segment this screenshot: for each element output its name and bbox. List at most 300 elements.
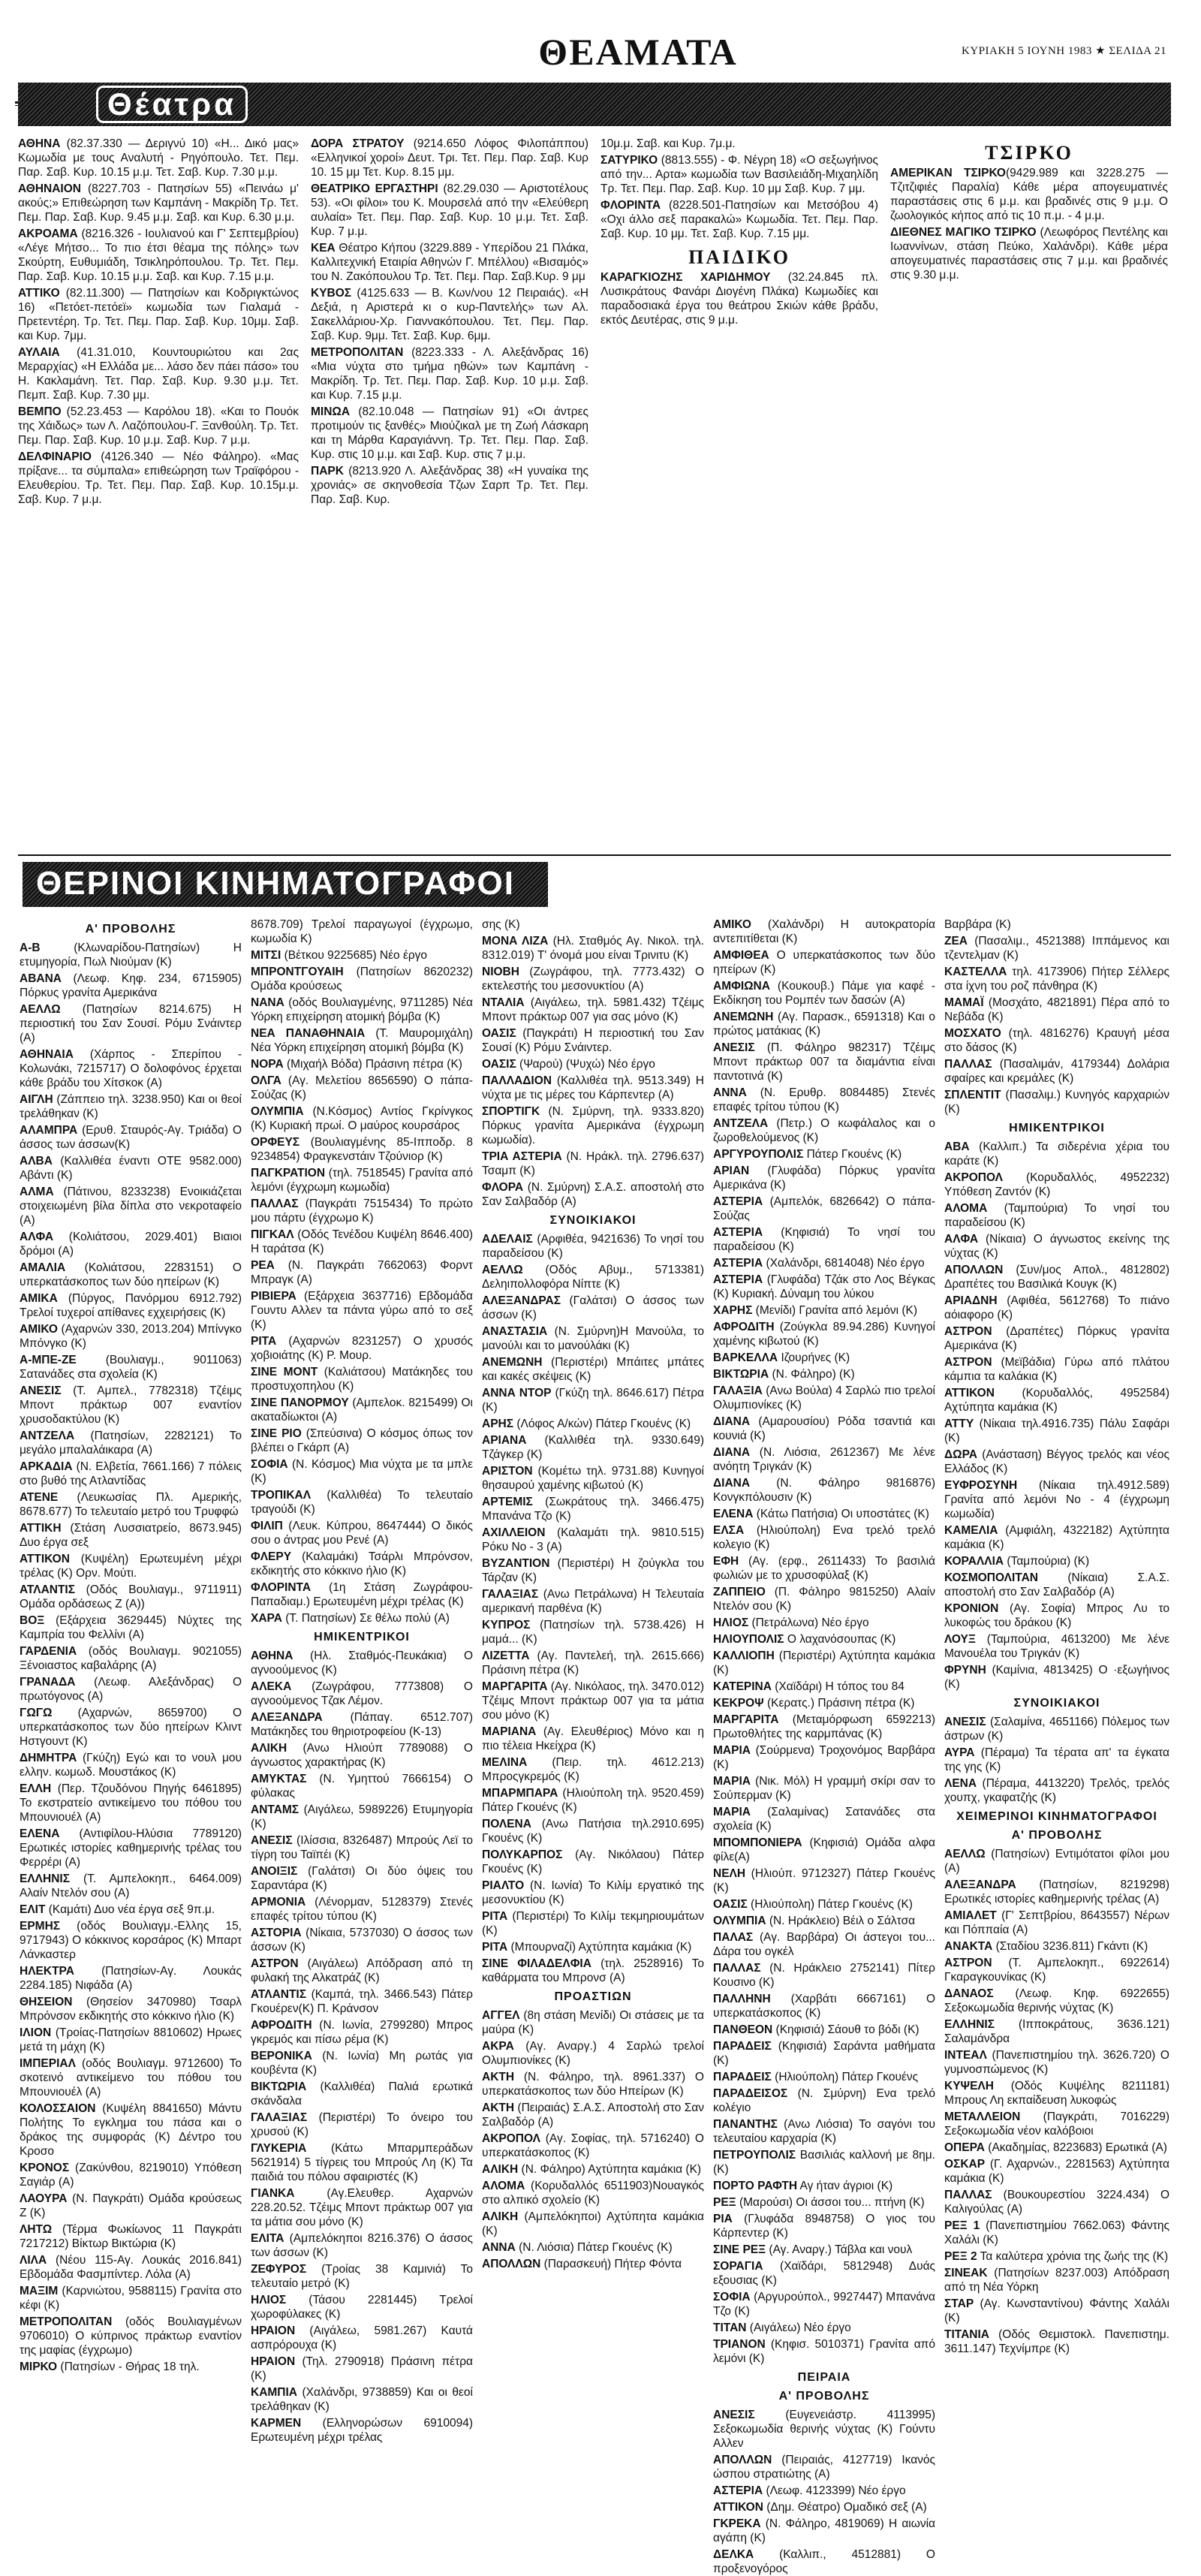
listing-entry	[713, 1351, 935, 1365]
venue-details: (52.23.453 — Καρόλου 18). «Και το Πουόκ της Χάιδως» των Λ. Λαζόπουλου-Γ. Ξανθούλη. Τρ. Τετ. Πεμ. Παρ. Σαβ. Κυρ. 10 μ.μ. Σαβ. Κυρ. 7 μ.μ.	[18, 405, 299, 447]
listing-entry	[20, 972, 242, 1000]
listing-entry	[482, 1355, 704, 1384]
venue-details: (Λεωφ. Κηφ. 234, 6715905) Πόρκυς γρανίτα Αμερικάνα	[20, 972, 242, 999]
listing-entry	[482, 1057, 704, 1071]
venue-name: ΑΝΤΑΜΣ	[251, 1803, 299, 1816]
venue-details: Ο υπερκατάσκοπος των δύο ηπείρων (Κ)	[713, 949, 935, 976]
section-heading: ΧΕΙΜΕΡΙΝΟΙ ΚΙΝΗΜΑΤΟΓΡΑΦΟΙ	[956, 1810, 1157, 1823]
listing-entry	[251, 1104, 473, 1133]
listing-entry	[20, 1782, 242, 1824]
venue-details: (Αιγάλεω) Απόδραση από τη φυλακή της Αλκατράζ (Κ)	[251, 1957, 473, 1984]
venue-name: ΘΕΑΤΡΙΚΟ ΕΡΓΑΣΤΗΡΙ	[311, 182, 438, 195]
listing-entry	[18, 137, 299, 179]
listing-entry	[482, 1464, 704, 1493]
listing-entry	[311, 286, 588, 343]
venue-details: (9214.650 Λόφος Φιλοπάππου) «Ελληνικοί χοροί» Δευτ. Τρι. Τετ. Πεμ. Παρ. Σαβ. Κυρ 10. 15 μμ Τετ. Κυρ. 8.15 μμ.	[311, 137, 588, 179]
venue-details: (Αρφιθέα, 9421636) Το νησί του παραδείσου (Κ)	[482, 1233, 704, 1260]
listing-entry	[944, 1448, 1169, 1476]
listing-entry	[713, 1086, 935, 1114]
venue-name: ΣΟΡΑΓΙΑ	[713, 2260, 763, 2273]
venue-name: ΑΝΕΣΙΣ	[20, 1384, 62, 1397]
venue-name: ΣΑΤΥΡΙΚΟ	[600, 154, 658, 167]
venue-details: (Ευγενειάστρ. 4113995) Σεξοκωμωδία θερινής νύχτας (Κ) Γούντυ Αλλεν	[713, 2409, 935, 2450]
venue-name: ΒΕΜΠΟ	[18, 405, 62, 418]
listing-entry	[482, 965, 704, 993]
listing-entry	[482, 1556, 704, 1585]
venue-name: ΚΑΛΛΙΟΠΗ	[713, 1650, 775, 1662]
venue-name: ΣΙΝΕ ΜΟΝΤ	[251, 1366, 318, 1378]
venue-details: (οδός Βουλιαγμ. 9712600) Το σκοτεινό αντικείμενο του πόθου του Μπουνιουέλ (Α)	[20, 2057, 242, 2098]
listing-entry	[713, 1116, 935, 1145]
listing-entry	[18, 405, 299, 447]
listing-entry	[251, 1957, 473, 1985]
venue-name: ΚΟΛΟΣΣΑΙΟΝ	[20, 2102, 96, 2115]
venue-details: (Κομέτω τηλ. 9731.88) Κυνηγοί θησαυρού χαμένης κιβωτού (Κ)	[482, 1465, 704, 1492]
venue-name: Α-Β	[20, 942, 41, 954]
venue-details: (Ανω Ηλιούπ 7789088) Ο άγνωστος χαρακτήρας (Κ)	[251, 1742, 473, 1769]
venue-name: ΝΙΟΒΗ	[482, 966, 519, 978]
venue-details: (Ηλιούπολη τηλ. 9520.459) Πάτερ Γκουένς (Κ)	[482, 1787, 704, 1814]
venue-details: (Καλιάτσου) Ματάκηδες του προστυχοπηλου (Κ)	[251, 1366, 473, 1393]
venue-name: ΑΡΚΑΔΙΑ	[20, 1460, 73, 1473]
listing-entry	[713, 2517, 935, 2545]
venue-name: ΤΡΙΑΝΟΝ	[713, 2338, 766, 2351]
listing-entry	[713, 1897, 935, 1912]
theatre-column-3	[600, 137, 878, 850]
listing-entry	[482, 1149, 704, 1178]
section-heading: ΣΥΝΟΙΚΙΑΚΟΙ	[549, 1214, 637, 1227]
venue-details: (Αιγάλεω, 5981.267) Καυτά ασπρόρουχα (Κ)	[251, 2324, 473, 2352]
venue-details: (Ηλιούπολη) Πάτερ Γκουένς (Κ)	[747, 1898, 913, 1911]
venue-details: (Ν. Φάληρο, 4819069) Η αιωνία αγάπη (Κ)	[713, 2517, 935, 2544]
venue-details: Τα καλύτερα χρόνια της ζωής της (Κ)	[977, 2250, 1169, 2263]
section-divider	[18, 854, 1171, 856]
listing-entry	[20, 1521, 242, 1550]
venue-name: ΑΜΙΚΟ	[713, 918, 751, 931]
venue-details: (Λόφος Α/κών) Πάτερ Γκουένς (Κ)	[513, 1418, 691, 1430]
venue-name: ΚΑΜΕΛΙΑ	[944, 1524, 998, 1537]
listing-entry	[482, 1526, 704, 1554]
listing-entry	[482, 1618, 704, 1647]
venue-details: (Πάτινου, 8233238) Ενοικιάζεται στοιχειωμένη βίλα δίπλα στο νεκροταφείο (Α)	[20, 1186, 242, 1227]
venue-name: ΑΡΙΑΝΑ	[482, 1434, 527, 1447]
venue-name: ΑΡΓΥΡΟΥΠΟΛΙΣ	[713, 1148, 804, 1161]
listing-entry	[251, 1550, 473, 1578]
venue-name: ΜΕΤΑΛΛΕΙΟΝ	[944, 2111, 1021, 2123]
venue-details: (Ν. Παγκράτι) Ομάδα κρούσεως Ζ (Κ)	[20, 2192, 242, 2219]
venue-details: (Αγ. Παρασκ., 6591318) Και ο πρώτος ματάκιας (Κ)	[713, 1011, 935, 1038]
section-heading: ΣΥΝΟΙΚΙΑΚΟΙ	[1013, 1697, 1100, 1710]
venue-details: (Ν. Ελβετία, 7661.166) 7 πόλεις στο βυθό της Ατλαντίδας	[20, 1460, 242, 1487]
venue-name: ΚΑΣΤΕΛΛΑ	[944, 966, 1007, 978]
venue-name: ΠΑΓΚΡΑΤΙΟΝ	[251, 1167, 326, 1180]
venue-details: (Αχαρνών 330, 2013.204) Μπίνγκο Μπόνγκο (Κ)	[20, 1323, 242, 1350]
venue-name: ΠΑΝΑΝΤΗΣ	[713, 2118, 778, 2131]
listing-entry	[20, 1644, 242, 1673]
venue-name: ΣΠΟΡΤΙΓΚ	[482, 1105, 540, 1118]
listing-entry	[20, 1291, 242, 1320]
venue-details: (Αχαρνών, 8659700) Ο υπερκατάσκοπος των δύο ηπείρων Κλιντ Ηστγουντ (Κ)	[20, 1707, 242, 1748]
venue-details: (Ν. Ιωνία) Το Κιλίμ εργατικό της μεσονυκτίου (Κ)	[482, 1879, 704, 1906]
listing-entry	[944, 1987, 1169, 2015]
venue-name: ΑΣΤΕΡΙΑ	[713, 1226, 763, 1239]
venue-details: Θέατρο Κήπου (3229.889 - Υπερίδου 21 Πλάκα, Καλλιτεχνική Εταιρία Αθηνών Γ. Μπέλλου) «Βισαμός» του Ν. Ζακόπουλου Τρ. Τετ. Πεμ. Παρ. Σαβ.Κυρ. 9 μμ	[311, 242, 588, 283]
venue-name: ΛΕΝΑ	[944, 1777, 977, 1790]
venue-details: (Αφιθέα, 5612768) Το πιάνο αόιαφορο (Κ)	[944, 1294, 1169, 1321]
venue-details: (Καλλιθέα) Παλιά ερωτικά σκάνδαλα	[251, 2080, 473, 2107]
listing-entry	[713, 1930, 935, 1959]
venue-details: (Πατησίων 8620232) Ομάδα κρούσεως	[251, 966, 473, 993]
listing-entry	[251, 2355, 473, 2383]
venue-name: ΜΑΡΓΑΡΙΤΑ	[482, 1680, 548, 1693]
listing-entry	[944, 1663, 1169, 1692]
venue-details: (Πέραμα) Τα τέρατα απ' τα έγκατα της γης (Κ)	[944, 1746, 1169, 1773]
venue-name: ΣΙΝΕ ΡΙΟ	[251, 1427, 302, 1440]
venue-details: (Πειραιάς, 4127719) Ικανός ώσπου στρατιώτης (Α)	[713, 2454, 935, 2481]
listing-entry	[311, 137, 588, 179]
venue-name: ΑΜΥΚΤΑΣ	[251, 1773, 307, 1785]
venue-name: ΑΛΕΚΑ	[251, 1680, 292, 1693]
venue-details: (Πατησίων - Θήρας 18 τηλ.	[57, 2361, 200, 2373]
venue-name: ΓΑΛΑΞΙΑ	[713, 1384, 763, 1397]
venue-name: ΚΑΡΜΕΝ	[251, 2417, 302, 2430]
venue-details: (Ηλ. Σταθμός-Πευκάκια) Ο αγνοούμενος (Κ)	[251, 1650, 473, 1677]
venue-details: (Στάση Λυσσιατρείο, 8673.945) Δυο έργα σεξ	[20, 1522, 242, 1549]
venue-details: (Εξάρχεια 3629445) Νύχτες της Καμπρία του Φελλίνι (Α)	[20, 1614, 242, 1641]
venue-details: (Γκύζη τηλ. 8646.617) Πέτρα (Κ)	[482, 1387, 704, 1414]
venue-name: ΑΡΙΑΔΝΗ	[944, 1294, 998, 1307]
venue-details: (Ταμπούρια) Το νησί του παραδείσου (Κ)	[944, 1202, 1169, 1229]
venue-details: 10μ.μ. Σαβ. και Κυρ. 7μ.μ.	[600, 137, 736, 150]
listing-entry	[713, 1866, 935, 1895]
venue-name: ΠΑΛΛΗΝΗ	[713, 1993, 771, 2005]
venue-details: (Αγ.Ελευθερ. Αχαρνών 228.20.52. Τζέιμς Μποντ πράκτωρ 007 για τα μάτια σου μόνο (Κ)	[251, 2187, 473, 2228]
listing-entry	[482, 1294, 704, 1322]
venue-name: ΑΝΕΜΩΝΗ	[482, 1356, 543, 1369]
venue-name: ΑΠΟΛΛΩΝ	[482, 2258, 541, 2270]
listing-entry	[20, 1230, 242, 1258]
venue-name: ΑΠΟΛΛΩΝ	[713, 2454, 772, 2466]
venue-name: ΔΙΑΝΑ	[713, 1415, 751, 1428]
venue-details: (Σούρμενα) Τροχονόμος Βαρβάρα (Κ)	[713, 1744, 935, 1771]
venue-details: (Πειρ. τηλ. 4612.213) Μπροςγκρεμός (Κ)	[482, 1756, 704, 1783]
venue-name: ΚΥΠΡΟΣ	[482, 1619, 531, 1631]
venue-name: ΡΕΞ 2	[944, 2250, 977, 2263]
venue-name: ΑΘΗΝΑΙΑ	[20, 1048, 74, 1061]
listing-entry	[251, 2080, 473, 2108]
venue-name: ΝΑΝΑ	[251, 996, 284, 1009]
venue-details: (Ζάππειο τηλ. 3238.950) Και οι θεοί τρελάθηκαν (Κ)	[20, 1093, 242, 1120]
venue-name: ΟΛΓΑ	[251, 1074, 281, 1087]
venue-name: ΕΛΣΑ	[713, 1524, 745, 1537]
venue-name: ΟΛΥΜΠΙΑ	[251, 1105, 304, 1118]
listing-entry	[20, 2284, 242, 2312]
listing-entry	[251, 1228, 473, 1256]
venue-details: (Τροίας 38 Καμινιά) Το τελευταίο μετρό (Κ)	[251, 2263, 473, 2290]
venue-name: ΓΚΡΕΚΑ	[713, 2517, 761, 2530]
listing-entry	[944, 1776, 1169, 1805]
venue-name: ΚΑΡΑΓΚΙΟΖΗΣ ΧΑΡΙΔΗΜΟΥ	[600, 271, 771, 284]
listing-entry	[713, 2195, 935, 2210]
venue-details: (Πύργος, Πανόρμου 6912.792) Τρελοί τυχεροί απίθανες εχχειρήσεις (Κ)	[20, 1292, 242, 1319]
venue-details: (Πανεπιστημίου 7662.063) Φάντης Χαλάλι (Κ)	[944, 2219, 1169, 2246]
venue-details: (Οδός Αβυμ., 5713381) Δεληιπολλοφόρα Νίπτε (Κ)	[482, 1264, 704, 1291]
venue-name: ΠΑΛΛΑΣ	[944, 2189, 992, 2201]
listing-entry	[251, 1396, 473, 1424]
listing-entry	[251, 1258, 473, 1287]
listing-entry	[600, 198, 878, 241]
venue-details: (Ν. Ιωνία) Μη ρωτάς για κουβέντα (Κ)	[251, 2050, 473, 2077]
venue-name: ΔΟΡΑ ΣΤΡΑΤΟΥ	[311, 137, 405, 150]
venue-details: (Κολιάτσου, 2029.401) Βιαιοι δρόμοι (Α)	[20, 1231, 242, 1258]
venue-name: ΑΝΝΑ	[482, 2241, 516, 2254]
listing-entry	[482, 1786, 704, 1815]
venue-name: ΝΟΡΑ	[251, 1058, 284, 1071]
venue-details: (Αγ. Μελετίου 8656590) Ο πάπα-Σούζας (Κ)	[251, 1074, 473, 1101]
venue-name: ΕΛΕΝΑ	[20, 1827, 60, 1840]
section-title: ΘΕΑΜΑΤΑ	[538, 31, 738, 73]
venue-details: (Περιστέρι) Το Κιλίμ τεκμηριουμάτων (Κ)	[482, 1910, 704, 1937]
venue-details: (Σαλαμίνας) Σατανάδες στα σχολεία (Κ)	[713, 1806, 935, 1833]
venue-details: (Βουκουρεστίου 3224.434) Ο Καλιγούλας (Α)	[944, 2189, 1169, 2216]
listing-entry	[20, 1995, 242, 2023]
venue-details: (Ανω Πετράλωνα) Η Τελευταία αμερικανή παρθένα (Κ)	[482, 1588, 704, 1615]
listing-entry	[713, 1836, 935, 1864]
venue-name: ΣΙΝΕ ΦΙΛΑΔΕΛΦΙΑ	[482, 1957, 591, 1970]
venue-details: (8216.326 - Ιουλιανού και Γ' Σεπτεμβρίου) «Λέγε Μήτσο... Το πιο έτσι θέαμα της πόλης» των Σκούρτη, Ευθυμιάδη, Τσικληρόπουλου. Τρ. Τετ. Πεμ. Παρ. Σαβ. Κυρ. 10.15 μ.μ. Σαβ. και Κυρ. 7.15 μ.μ.	[18, 227, 299, 283]
listing-entry	[944, 1263, 1169, 1291]
venue-name: ΝΕΑ ΠΑΝΑΘΗΝΑΙΑ	[251, 1027, 366, 1040]
venue-details: (οδός Βουλιαγμ.-Ελλης 15, 9717943) Ο κόκκινος κορσάρος (Κ) Μπαρτ Λάνκαστερ	[20, 1920, 242, 1961]
listing-entry	[713, 1696, 935, 1710]
venue-name: ΦΛΟΡΙΝΤΑ	[600, 199, 661, 212]
listing-entry	[944, 2188, 1169, 2216]
section-heading: ΗΜΙΚΕΝΤΡΙΚΟΙ	[314, 1631, 410, 1644]
venue-name: ΑΕΛΛΩ	[20, 1003, 61, 1016]
venue-details: (Ηλιούπολη) Πάτερ Γκουένς	[771, 2071, 919, 2083]
listing-entry	[20, 2360, 242, 2374]
listing-entry	[251, 1457, 473, 1486]
venue-details: (Πατησίων τηλ. 5738.426) Η μαμά... (Κ)	[482, 1619, 704, 1646]
venue-name: ΠΟΛΥΚΑΡΠΟΣ	[482, 1848, 563, 1861]
listing-entry	[251, 1611, 473, 1625]
listing-entry	[944, 1201, 1169, 1230]
listing-entry	[482, 1755, 704, 1784]
venue-name: ΙΝΤΕΑΛ	[944, 2049, 987, 2062]
listing-entry	[482, 2039, 704, 2068]
venue-details: (Μοσχάτο, 4821891) Πέρα από το Νεβάδα (Κ)	[944, 996, 1169, 1023]
venue-name: ΘΗΣΕΙΟΝ	[20, 1996, 73, 2008]
venue-name: ΜΠΟΜΠΟΝΙΕΡΑ	[713, 1836, 802, 1849]
venue-details: (Αχαρνών 8231257) Ο χρυσός χοβιοιάτης (Κ) Ρ. Μουρ.	[251, 1335, 473, 1362]
listing-entry	[20, 1353, 242, 1381]
venue-details: (Πατησίων) Εντιμότατοι φίλοι μου (Α)	[944, 1848, 1169, 1875]
listing-entry	[251, 1135, 473, 1164]
venue-name: ΡΙΤΑ	[482, 1910, 508, 1923]
venue-details: (Ν. Φάληρο) (Κ)	[769, 1368, 855, 1381]
venue-name: ΜΕΤΡΟΠΟΛΙΤΑΝ	[20, 2315, 113, 2328]
listing-entry	[713, 2243, 935, 2257]
venue-details: (Λεωφ. Αλεξάνδρας) Ο πρωτόγονος (Α)	[20, 1676, 242, 1703]
listing-entry	[20, 1429, 242, 1457]
venue-name: ΡΕΑ	[251, 1259, 275, 1272]
venue-details: (Συν/μος Απολ., 4812802) Δραπέτες του Βασιλικά Κουγκ (Κ)	[944, 1264, 1169, 1291]
listing-entry	[251, 1926, 473, 1954]
listing-entry	[251, 1649, 473, 1677]
listing-entry	[482, 2101, 704, 2129]
venue-name: ΝΤΑΛΙΑ	[482, 996, 525, 1009]
venue-name: ΦΡΥΝΗ	[944, 1664, 986, 1677]
venue-details: Βαρβάρα (Κ)	[944, 918, 1011, 931]
listing-entry	[20, 1552, 242, 1580]
listing-entry	[251, 1289, 473, 1332]
venue-name: ΗΛΙΟΥΠΟΛΙΣ	[713, 1633, 784, 1646]
venue-details: (Καλλιπ., 4512881) Ο προξενογόρος	[713, 2548, 935, 2575]
venue-name: ΑΥΛΑΙΑ	[18, 346, 60, 359]
venue-details: (Καμπά, τηλ. 3466.543) Πάτερ Γκουέρεν(Κ) Π. Κράνσον	[251, 1988, 473, 2015]
listing-entry	[482, 2210, 704, 2238]
venue-name: ΤΡΟΠΙΚΑΛ	[251, 1489, 312, 1502]
venue-details: (τηλ. 4816276) Κραυγή μέσα στο δάσος (Κ)	[944, 1027, 1169, 1054]
venue-details: (Πασαλιμ.) Κυνηγός καρχαριών (Κ)	[944, 1089, 1169, 1116]
venue-name: ΓΡΑΝΑΔΑ	[20, 1676, 76, 1689]
listing-entry	[20, 2222, 242, 2251]
venue-details: (Ν.Κόσμος) Αντίος Γκρίνγκος (Κ) Κυριακή πρωί. Ο μαύρος κουρσάρος	[251, 1105, 473, 1132]
venue-name: ΑΝΕΣΙΣ	[713, 1041, 755, 1054]
venue-name: ΠΑΛΑΣ	[713, 1931, 754, 1944]
listing-entry	[713, 2039, 935, 2068]
venue-details: (Αγ. Νικόλαος, τηλ. 3470.012) Τζέιμς Μποντ πράκτωρ 007 για τα μάτια σου μόνο (Κ)	[482, 1680, 704, 1722]
listing-entry	[944, 2157, 1169, 2186]
listing-entry	[482, 1417, 704, 1431]
venue-name: ΑΝΝΑ ΝΤΟΡ	[482, 1387, 552, 1399]
venue-details: (Πέραμα, 4413220) Τρελός, τρελός χουπχ, γκαφατζής (Κ)	[944, 1777, 1169, 1804]
listing-entry	[251, 917, 473, 946]
venue-details: (Πατησίων, 8219298) Ερωτικές ιστορίες καθημερινής τρέλας (Α)	[944, 1879, 1169, 1906]
venue-name: ΡΙΒΙΕΡΑ	[251, 1290, 296, 1303]
venue-details: (Αμφιάλη, 4322182) Αχτύπητα καμάκια (Κ)	[944, 1524, 1169, 1551]
venue-details: (Αγ. Αναργ.) Τάβλα και νουλ	[766, 2243, 913, 2256]
venue-details: (Παγκράτι 7515434) Το πρώτο μου πάρτυ (έγχρωμο Κ)	[251, 1198, 473, 1225]
listing-entry	[20, 1583, 242, 1611]
listing-entry	[20, 2253, 242, 2282]
venue-details: (Τροίας-Πατησίων 8810602) Ηρωες μετά τη μάχη (Κ)	[20, 2026, 242, 2053]
venue-details: (Παρασκευή) Πήτερ Φόντα	[540, 2258, 682, 2270]
listing-entry	[251, 1166, 473, 1195]
venue-details: (Κορυδαλλός 6511903)Νουαγκός στο αλπικό σχολείο (Κ)	[482, 2180, 704, 2207]
venue-name: ΑΛΟΜΑ	[944, 1202, 988, 1215]
listing-entry	[944, 2141, 1169, 2155]
listing-entry	[251, 1334, 473, 1363]
venue-name: ΑΤΛΑΝΤΙΣ	[20, 1583, 76, 1596]
listing-entry	[713, 2070, 935, 2084]
venue-name: ΑΝΑΚΤΑ	[944, 1940, 993, 1953]
listing-entry	[311, 345, 588, 402]
listing-entry	[713, 2023, 935, 2037]
listing-entry	[713, 1010, 935, 1038]
venue-details: (Αιγάλεω, τηλ. 5981.432) Τζέιμς Μποντ πράκτωρ 007 για σας μόνο (Κ)	[482, 996, 704, 1023]
venue-details: (Καλαμάτι τηλ. 9810.515) Ρόκυ Νο - 3 (Α)	[482, 1526, 704, 1553]
listing-entry	[251, 2293, 473, 2321]
venue-name: ΑΚΤΗ	[482, 2071, 515, 2083]
listing-entry	[482, 996, 704, 1024]
venue-name: ΡΙΤΑ	[482, 1941, 508, 1954]
venue-name: ΑΣΤΕΡΙΑ	[713, 1195, 763, 1208]
section-heading: Α' ΠΡΟΒΟΛΗΣ	[1011, 1829, 1103, 1842]
venue-name: ΠΑΛΛΑΣ	[713, 1962, 761, 1975]
cinema-column-5	[944, 917, 1169, 2355]
venue-details: (Πετράλωνα) Νέο έργο	[748, 1616, 869, 1629]
venue-name: ΑΕΛΛΩ	[482, 1264, 523, 1276]
listing-entry	[713, 1805, 935, 1833]
venue-details: (Λένορμαν, 5128379) Στενές επαφές τρίτου τύπου (Κ)	[251, 1896, 473, 1923]
venue-name: ΜΠΡΟΝΤΓΟΥΑΙΗ	[251, 966, 344, 978]
listing-entry	[713, 2547, 935, 2576]
listing-entry	[713, 2212, 935, 2240]
venue-details: (Πάπαγ. 6512.707) Ματάκηδες του θηριοτροφείου (Κ-13)	[251, 1711, 473, 1738]
venue-details: (Ταμπούρια, 4613200) Με λένε Μανουέλα του Τριγκάν (Κ)	[944, 1633, 1169, 1660]
venue-name: ΑΡΙΣΤΟΝ	[482, 1465, 533, 1478]
listing-entry	[20, 1490, 242, 1519]
venue-details: (Χαλάνδρι) Η αυτοκρατορία αντεπιτίθεται (Κ)	[713, 918, 935, 945]
listing-entry	[713, 2500, 935, 2514]
venue-name: ΔΑΝΑΟΣ	[944, 1987, 994, 2000]
listing-entry	[482, 2240, 704, 2255]
venue-name: ΓΙΑΝΚΑ	[251, 2187, 295, 2200]
venue-details: (Πατησίων, 2282121) Το μεγάλο μπαλαλάικαρα (Α)	[20, 1430, 242, 1457]
venue-details: (Βουλιαγμ., 9011063) Σατανάδες στα σχολεία (Κ)	[20, 1354, 242, 1381]
listing-entry	[251, 1197, 473, 1225]
venue-details: (Κολιάτσου, 2283151) Ο υπερκατάσκοπος των δύο ηπείρων (Κ)	[20, 1261, 242, 1288]
venue-name: ΕΛΙΤΑ	[251, 2232, 284, 2245]
listing-entry	[251, 1803, 473, 1831]
venue-details: (Κορυδαλλός, 4952232) Υπόθεση Ζαντόν (Κ)	[944, 1171, 1169, 1198]
listing-entry	[944, 934, 1169, 963]
venue-name: ΑΕΛΛΩ	[944, 1848, 986, 1860]
venue-name: ΜΑΜΑΪ	[944, 996, 984, 1009]
venue-name: ΑΦΡΟΔΙΤΗ	[251, 2019, 312, 2032]
venue-name: ΓΑΛΑΞΙΑΣ	[251, 2111, 308, 2124]
venue-details: (82.11.300) — Πατησίων και Κοδριγκτώνος 16) «Πετόετ-πετόεϊ» κωμωδία των Γιαλαμά - Πρετεντέρη. Τρ. Τετ. Πεμ. Παρ. Σαβ. Κυρ. 10μμ. Σαβ. και Κυρ. 7μμ.	[18, 287, 299, 342]
section-heading: ΠΡΟΑΣΤΙΩΝ	[554, 1990, 632, 2003]
listing-entry	[944, 1232, 1169, 1261]
listing-entry	[713, 1680, 935, 1694]
venue-name: ΕΦΗ	[713, 1555, 739, 1568]
venue-details: (Ν. Κόσμος) Μια νύχτα με τα μπλε (Κ)	[251, 1458, 473, 1485]
venue-name: ΛΑΟΥΡΑ	[20, 2192, 68, 2205]
listing-entry	[944, 1571, 1169, 1599]
listing-entry	[944, 1170, 1169, 1199]
venue-details: (Ν. Φάληρο) Αχτύπητα καμάκια (Κ)	[518, 2163, 702, 2176]
venue-details: (Αγ. Παντελεή, τηλ. 2615.666) Πράσινη πέτρα (Κ)	[482, 1650, 704, 1677]
venue-details: (Ηλ. Σταθμός Αγ. Νικολ. τηλ. 8312.019) Τ' όνομά μου είναι Τρινιτυ (Κ)	[482, 935, 704, 962]
venue-details: (Μπουρναζί) Αχτύπητα καμάκια (Κ)	[507, 1941, 692, 1954]
venue-name: ΑΛΕΞΑΝΔΡΑ	[944, 1879, 1016, 1891]
venue-name: ΑΛΙΚΗ	[482, 2163, 519, 2176]
venue-name: ΙΛΙΟΝ	[20, 2026, 52, 2039]
venue-details: (Μιχαήλ Βόδα) Πράσινη πέτρα (Κ)	[283, 1058, 462, 1071]
venue-name: ΑΜΙΚΑ	[20, 1292, 58, 1305]
venue-details: (82.29.030 — Αριστοτέλους 53). «Οι φίλοι» του Κ. Μουρσελά από την «Ελεύθερη αυλαία» Τετ. Πεμ. Παρ. Σαβ. Κυρ. 10 μ.μ. Τετ. Σαβ. Κυρ. 7 μ.μ.	[311, 182, 589, 238]
venue-name: ΑΜΙΚΟ	[20, 1323, 58, 1336]
listing-entry	[251, 2262, 473, 2291]
venue-details: (Μενίδι) Γρανίτα από λεμόνι (Κ)	[752, 1304, 918, 1317]
venue-details: (Τ. Αμπελοκηπ., 6464.009) Αλαίν Ντελόν σου (Α)	[20, 1872, 242, 1900]
venue-name: ΚΑΜΠΙΑ	[251, 2386, 297, 2399]
venue-name: ΑΣΤΕΡΙΑ	[713, 1273, 763, 1286]
listing-entry	[20, 1047, 242, 1090]
venue-details: (Ν. Σμύρνη, τηλ. 9333.820) Πόρκυς γρανίτα Αμερικάνα (έγχρωμη κωμωδία).	[482, 1105, 704, 1146]
